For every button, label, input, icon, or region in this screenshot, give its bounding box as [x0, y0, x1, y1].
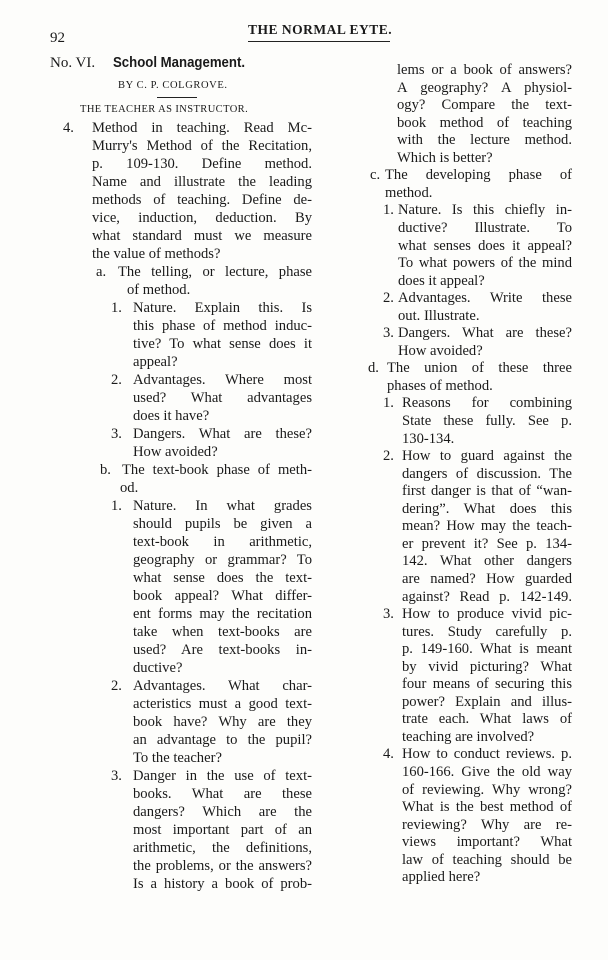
- list-marker: b.: [100, 462, 111, 478]
- line-text: methods of teaching. Define de-: [92, 192, 312, 208]
- line-text: power? Explain and illus-: [402, 693, 572, 710]
- list-marker: d.: [368, 360, 379, 377]
- running-head-rule: [248, 41, 390, 42]
- byline: BY C. P. COLGROVE.: [118, 80, 228, 91]
- line-text: od.: [120, 480, 139, 496]
- line-text: method.: [385, 184, 433, 201]
- line-text: what sense does the text-: [133, 570, 312, 586]
- line-text: book have? Why are they: [133, 714, 312, 730]
- line-text: of reviewing. Why wrong?: [402, 781, 572, 798]
- line-text: acteristics must a good text-: [133, 696, 312, 712]
- line-text: Advantages. Where most: [133, 372, 312, 388]
- list-marker: 3.: [111, 768, 122, 784]
- line-text: dangers of discussion. The: [402, 465, 572, 482]
- line-text: How avoided?: [398, 342, 483, 359]
- line-text: Is a history a book of prob-: [133, 876, 312, 892]
- line-text: The union of these three: [387, 360, 572, 377]
- line-text: The text-book phase of meth-: [122, 462, 312, 478]
- line-text: A geography? A physiol-: [397, 79, 572, 96]
- line-text: p. 109-130. Define method.: [92, 156, 312, 172]
- line-text: book appeal? What differ-: [133, 588, 312, 604]
- line-text: How to produce vivid pic-: [402, 606, 572, 623]
- line-text: arithmetic, the definitions,: [133, 840, 312, 856]
- page-number: 92: [50, 30, 65, 46]
- line-text: take when text-books are: [133, 624, 312, 640]
- line-text: dering”. What does this: [402, 500, 572, 517]
- list-marker: 3.: [111, 426, 122, 442]
- list-marker: 1.: [111, 300, 122, 316]
- line-text: geography or grammar? To: [133, 552, 312, 568]
- line-text: Nature. In what grades: [133, 498, 312, 514]
- list-marker: 2.: [383, 290, 394, 307]
- line-text: er prevent it? See p. 134-: [402, 535, 572, 552]
- line-text: appeal?: [133, 354, 178, 370]
- line-text: How to conduct reviews. p.: [402, 746, 572, 763]
- line-text: ductive?: [133, 660, 183, 676]
- line-text: Method in teaching. Read Mc-: [92, 120, 312, 136]
- line-text: Advantages. What char-: [133, 678, 312, 694]
- line-text: How to guard against the: [402, 448, 572, 465]
- line-text: out. Illustrate.: [398, 307, 480, 324]
- list-marker: 1.: [111, 498, 122, 514]
- title-rule: [157, 97, 197, 98]
- line-text: Which is better?: [397, 149, 493, 166]
- line-text: ductive? Illustrate. To: [398, 219, 572, 236]
- line-text: views important? What: [402, 834, 572, 851]
- line-text: four means of securing this: [402, 676, 572, 693]
- line-text: this phase of method induc-: [133, 318, 312, 334]
- line-text: Danger in the use of text-: [133, 768, 312, 784]
- list-marker: 2.: [383, 448, 394, 465]
- list-marker: 3.: [383, 325, 394, 342]
- line-text: used? What advantages: [133, 390, 312, 406]
- line-text: Murry's Method of the Recitation,: [92, 138, 312, 154]
- line-text: an advantage to the pupil?: [133, 732, 312, 748]
- line-text: books. What are these: [133, 786, 312, 802]
- line-text: 142. What other dangers: [402, 553, 572, 570]
- line-text: of method.: [127, 282, 191, 298]
- line-text: book method of teaching: [397, 114, 572, 131]
- line-text: ent forms may the recitation: [133, 606, 312, 622]
- line-text: 130-134.: [402, 430, 455, 447]
- line-text: against? Read p. 142-149.: [402, 588, 572, 605]
- line-text: lems or a book of answers?: [397, 62, 572, 78]
- list-marker: 2.: [111, 678, 122, 694]
- line-text: To what powers of the mind: [398, 255, 572, 272]
- line-text: most important part of an: [133, 822, 312, 838]
- line-text: reviewing? Why are re-: [402, 816, 572, 833]
- line-text: Dangers. What are these?: [133, 426, 312, 442]
- line-text: first danger is that of “wan-: [402, 483, 572, 500]
- line-text: The telling, or lecture, phase: [118, 264, 312, 280]
- line-text: applied here?: [402, 869, 481, 886]
- line-text: vice, induction, deduction. By: [92, 210, 312, 226]
- running-head: THE NORMAL EYTE.: [248, 22, 393, 37]
- line-text: used? Are text-books in-: [133, 642, 312, 658]
- line-text: dangers? Which are the: [133, 804, 312, 820]
- line-text: 160-166. Give the old way: [402, 764, 572, 780]
- line-text: Advantages. Write these: [398, 290, 572, 307]
- line-text: To the teacher?: [133, 750, 222, 766]
- line-text: does it have?: [133, 408, 210, 424]
- list-marker: 1.: [383, 202, 394, 219]
- list-marker: 1.: [383, 395, 394, 412]
- line-text: Dangers. What are these?: [398, 325, 572, 342]
- line-text: phases of method.: [387, 377, 493, 394]
- line-text: the value of methods?: [92, 246, 221, 262]
- list-marker: 3.: [383, 606, 394, 623]
- line-text: trate each. What laws of: [402, 711, 572, 728]
- line-text: How avoided?: [133, 444, 218, 460]
- line-text: the problems, or the answers?: [133, 858, 312, 874]
- line-text: teaching are involved?: [402, 728, 535, 745]
- article-title: School Management.: [113, 54, 246, 71]
- line-text: p. 149-160. What is meant: [402, 641, 572, 658]
- list-marker: c.: [370, 167, 381, 184]
- line-text: Nature. Is this chiefly in-: [398, 202, 572, 219]
- section-heading: THE TEACHER AS INSTRUCTOR.: [80, 104, 249, 115]
- line-text: Nature. Explain this. Is: [133, 300, 312, 316]
- line-text: law of teaching should be: [402, 851, 572, 868]
- line-text: are named? How guarded: [402, 570, 572, 587]
- line-text: tures. Study carefully p.: [402, 623, 572, 640]
- line-text: does it appeal?: [398, 272, 485, 289]
- line-text: text-book in arithmetic,: [133, 534, 312, 550]
- line-text: what standard must we measure: [92, 228, 312, 244]
- line-text: ogy? Compare the text-: [397, 97, 572, 114]
- series-number: No. VI.: [50, 55, 96, 71]
- line-text: What is the best method of: [402, 799, 572, 816]
- line-text: with the lecture method.: [397, 132, 572, 149]
- line-text: mean? How may the teach-: [402, 518, 572, 535]
- list-marker: 4.: [383, 746, 394, 763]
- line-text: State these fully. See p.: [402, 413, 572, 429]
- list-marker: 4.: [63, 120, 74, 136]
- line-text: Name and illustrate the leading: [92, 174, 312, 190]
- line-text: by vivid picturing? What: [402, 658, 572, 675]
- list-marker: a.: [96, 264, 107, 280]
- line-text: should pupils be given a: [133, 516, 312, 532]
- line-text: what senses does it appeal?: [398, 237, 572, 254]
- list-marker: 2.: [111, 372, 122, 388]
- line-text: The developing phase of: [385, 167, 572, 184]
- line-text: tive? To what sense does it: [133, 336, 312, 352]
- line-text: Reasons for combining: [402, 395, 572, 412]
